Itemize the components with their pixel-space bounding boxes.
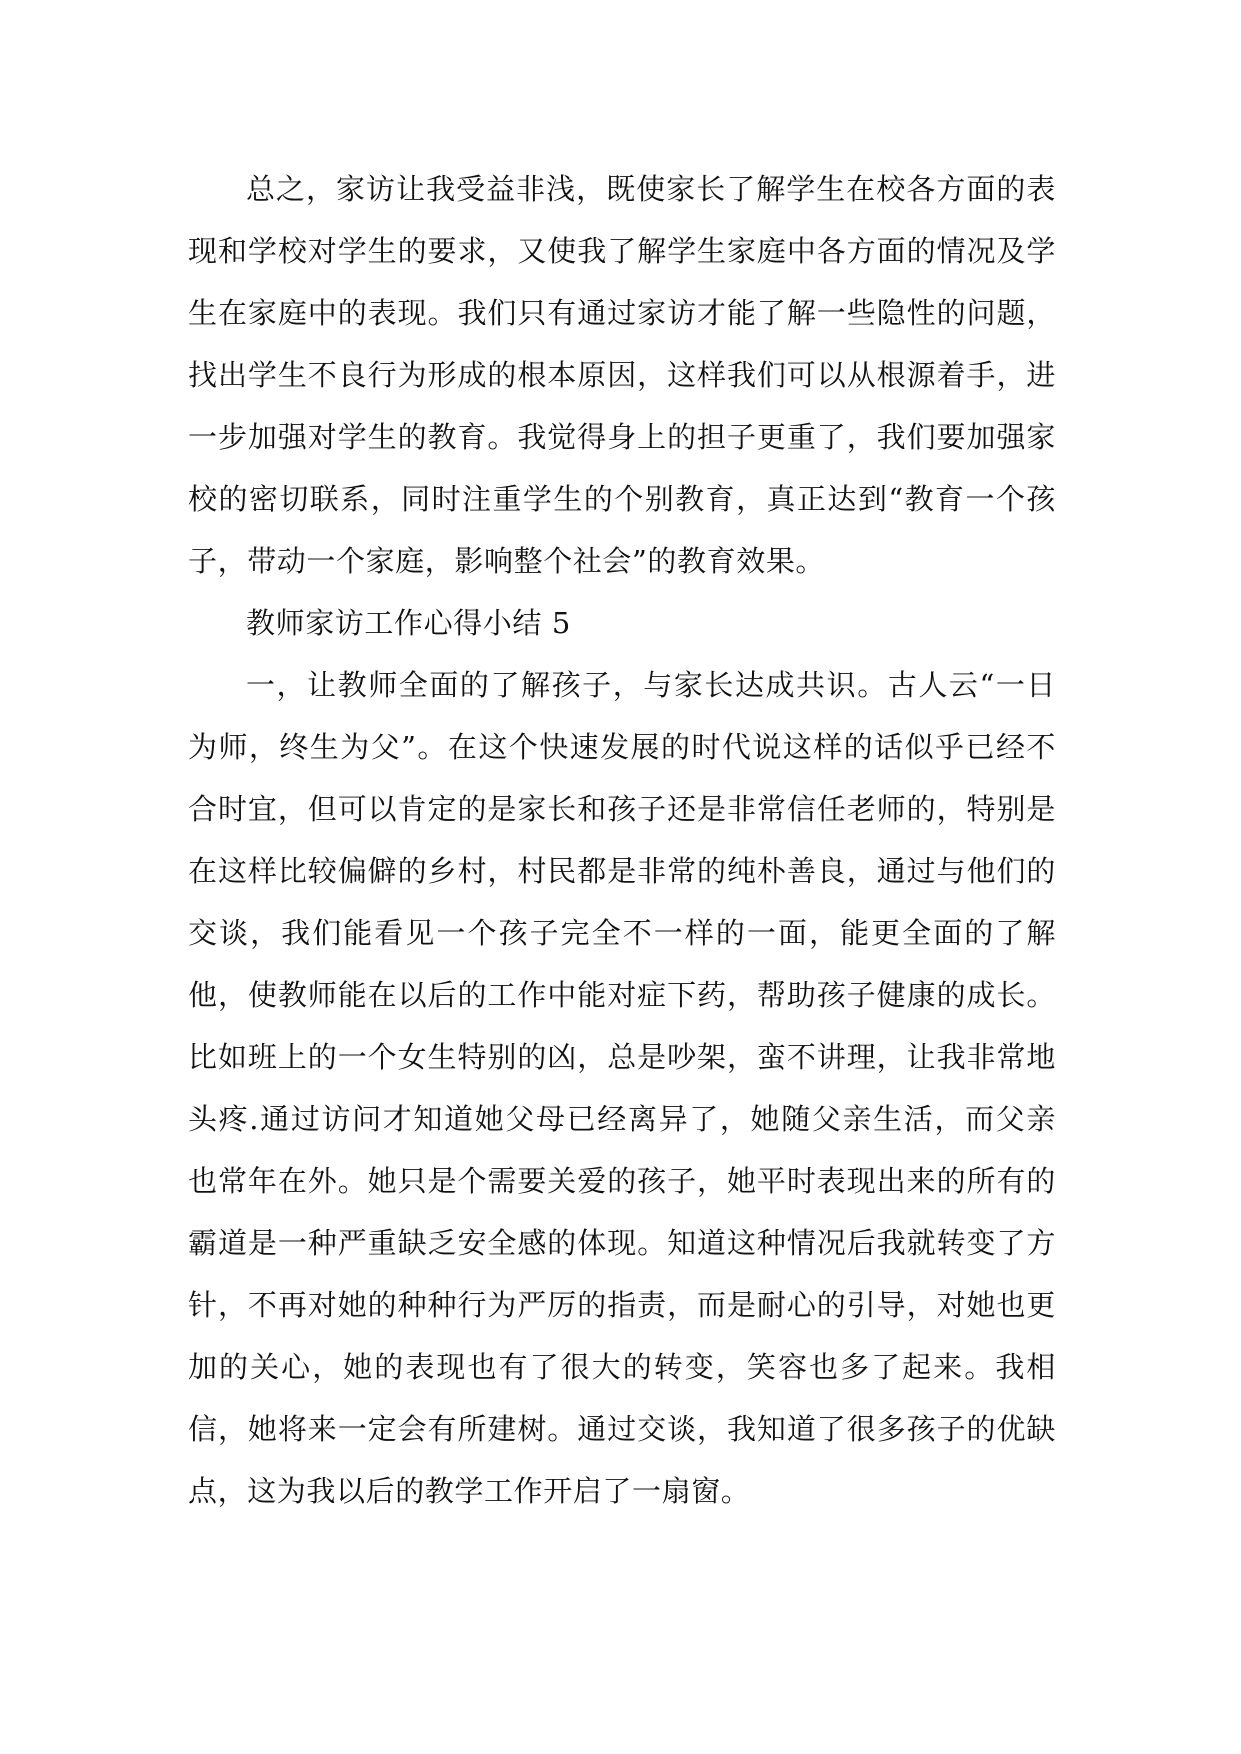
document-body: [188, 158, 1056, 1522]
paragraph-first-point: 一，让教师全面的了解孩子，与家长达成共识。古人云“一日为师，终生为父”。在这个快速发展的时代说这样的话似乎已经不合时宜，但可以肯定的是家长和孩子还是非常信任老师的，特别是在这样比较偏僻的乡村，村民都是非常的纯朴善良，通过与他们的交谈，我们能看见一个孩子完全不一样的一面，能更全面的了解他，使教师能在以后的工作中能对症下药，帮助孩子健康的成长。比如班上的一个女生特别的凶，总是吵架，蛮不讲理，让我非常地头疼.通过访问才知道她父母已经离异了，她随父亲生活，而父亲也常年在外。她只是个需要关爱的孩子，她平时表现出来的所有的霸道是一种严重缺乏安全感的体现。知道这种情况后我就转变了方针，不再对她的种种行为严厉的指责，而是耐心的引导，对她也更加的关心，她的表现也有了很大的转变，笑容也多了起来。我相信，她将来一定会有所建树。通过交谈，我知道了很多孩子的优缺点，这为我以后的教学工作开启了一扇窗。: [188, 668, 1056, 1508]
paragraph-summary: 总之，家访让我受益非浅，既使家长了解学生在校各方面的表现和学校对学生的要求，又使我了解学生家庭中各方面的情况及学生在家庭中的表现。我们只有通过家访才能了解一些隐性的问题，找出学生不良行为形成的根本原因，这样我们可以从根源着手，进一步加强对学生的教育。我觉得身上的担子更重了，我们要加强家校的密切联系，同时注重学生的个别教育，真正达到“教育一个孩子，带动一个家庭，影响整个社会”的教育效果。: [188, 172, 1056, 578]
section-heading: 教师家访工作心得小结 5: [246, 606, 571, 640]
